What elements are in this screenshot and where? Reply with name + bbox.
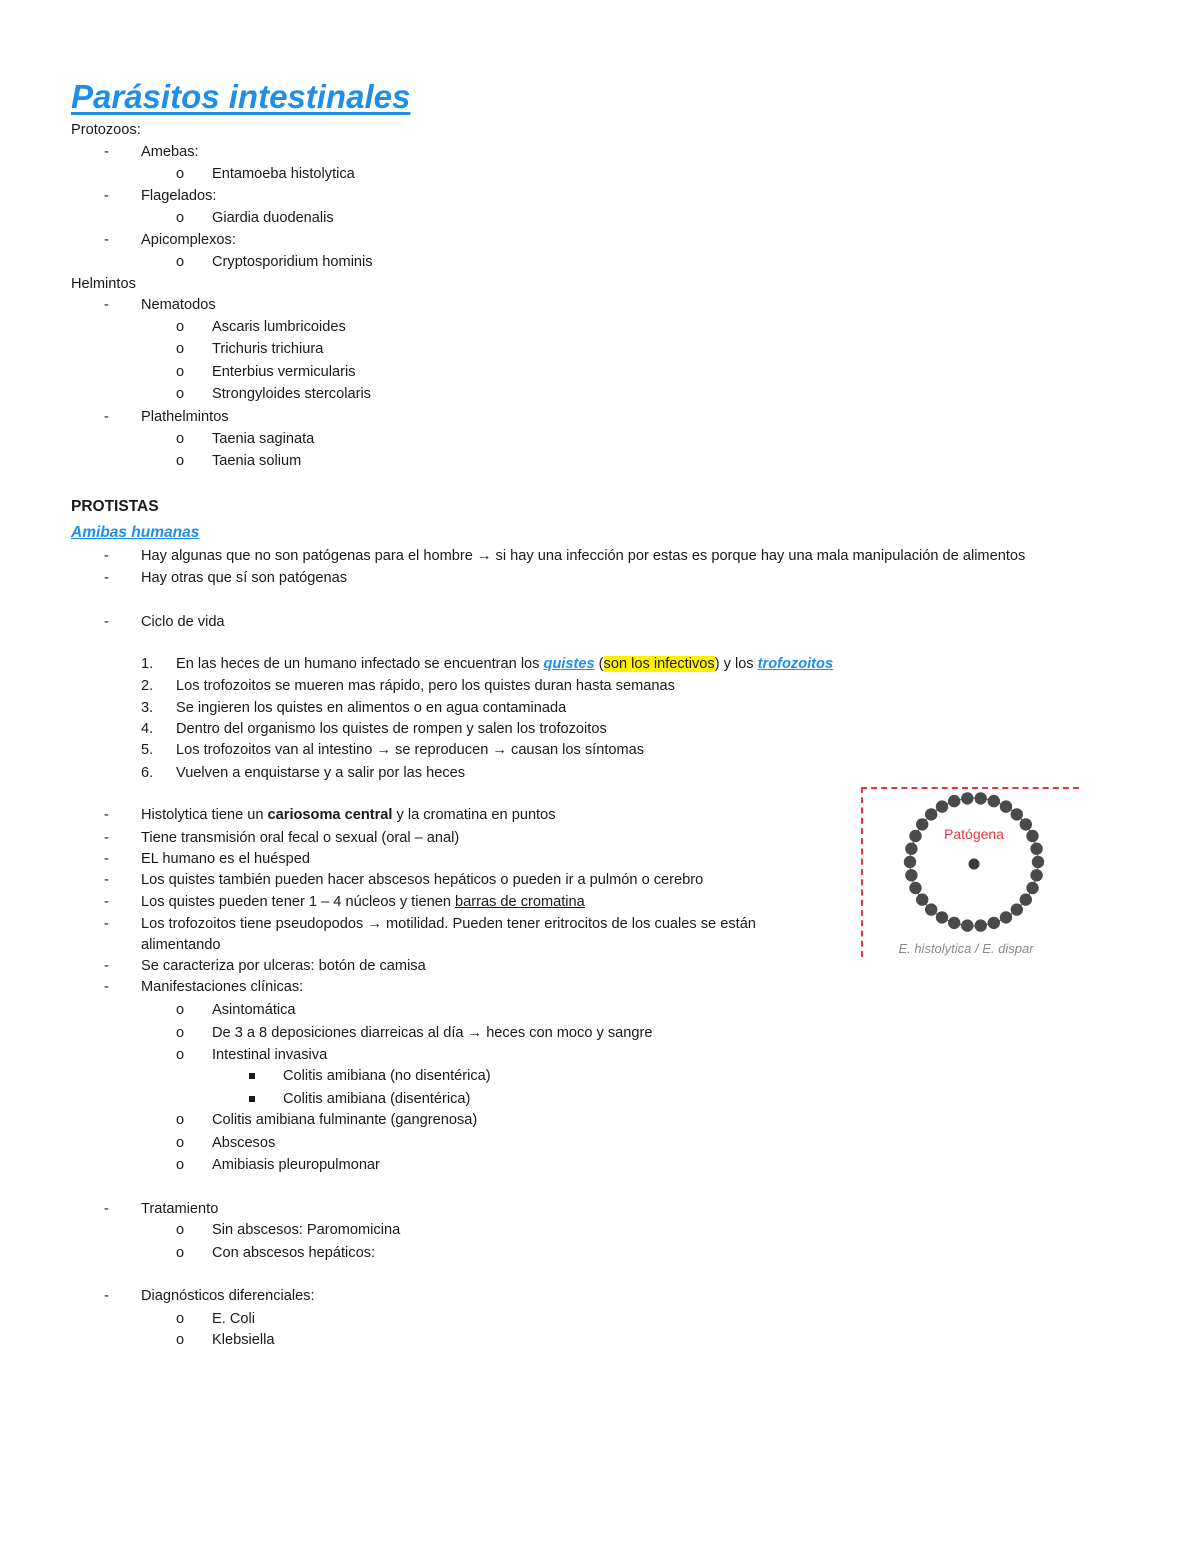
section-heading-protistas: PROTISTAS — [71, 498, 159, 515]
diagnostico-item: E. Coli — [212, 1311, 255, 1327]
dash-marker: - — [104, 830, 109, 846]
circle-bullet: o — [176, 1002, 185, 1018]
chromatin-dot — [905, 869, 917, 881]
step-text: ) y los — [714, 656, 758, 672]
dash-marker: - — [104, 1201, 109, 1217]
ciclo-step-5: Los trofozoitos van al intestino → se reproducen → causan los síntomas — [176, 742, 645, 758]
subheading-amibas-humanas: Amibas humanas — [71, 524, 200, 541]
circle-bullet: o — [176, 386, 185, 402]
diagnosticos-label: Diagnósticos diferenciales: — [141, 1288, 315, 1304]
tratamiento-item: Sin abscesos: Paromomicina — [212, 1222, 401, 1238]
circle-bullet: o — [176, 1025, 185, 1041]
chromatin-dot — [909, 882, 921, 894]
chromatin-dot — [961, 919, 973, 931]
dash-marker: - — [104, 894, 109, 910]
step-number: 5. — [141, 742, 154, 758]
manifestacion-item: Amibiasis pleuropulmonar — [212, 1157, 380, 1173]
chromatin-dot — [925, 808, 937, 820]
outline-plathelmintos: Plathelmintos — [141, 409, 229, 425]
chromatin-dot — [1011, 808, 1023, 820]
chromatin-dot — [1000, 800, 1012, 812]
step-text: ( — [594, 656, 604, 672]
central-karyosome-icon — [969, 859, 980, 870]
dash-marker: - — [104, 188, 109, 204]
outline-trichuris: Trichuris trichiura — [212, 341, 324, 357]
outline-cryptosporidium: Cryptosporidium hominis — [212, 254, 373, 270]
chromatin-dot — [904, 856, 916, 868]
circle-bullet: o — [176, 1222, 185, 1238]
cyst-figure — [861, 787, 1079, 957]
intro-line: Hay algunas que no son patógenas para el hombre → si hay una infección por estas es porque hay una mala manipulación de alimentos — [141, 548, 1026, 564]
outline-apicomplexos: Apicomplexos: — [141, 232, 236, 248]
outline-taenia-saginata: Taenia saginata — [212, 431, 315, 447]
circle-bullet: o — [176, 210, 185, 226]
circle-bullet: o — [176, 431, 185, 447]
outline-amebas: Amebas: — [141, 144, 199, 160]
dash-marker: - — [104, 548, 109, 564]
dash-marker: - — [104, 851, 109, 867]
chromatin-dot — [1026, 882, 1038, 894]
manifestacion-item: De 3 a 8 deposiciones diarreicas al día → heces con moco y sangre — [212, 1025, 653, 1041]
circle-bullet: o — [176, 364, 185, 380]
circle-bullet: o — [176, 1157, 185, 1173]
diagnostico-item: Klebsiella — [212, 1332, 275, 1348]
fact-underline: barras de cromatina — [455, 894, 585, 910]
circle-bullet: o — [176, 453, 185, 469]
ciclo-step-4: Dentro del organismo los quistes de rompen y salen los trofozoitos — [176, 721, 607, 737]
fact-abscesos: Los quistes también pueden hacer abscesos hepáticos o pueden ir a pulmón o cerebro — [141, 872, 704, 888]
chromatin-dot — [916, 893, 928, 905]
chromatin-dot — [975, 792, 987, 804]
circle-bullet: o — [176, 319, 185, 335]
fact-text: Los quistes pueden tener 1 – 4 núcleos y tienen — [141, 894, 455, 910]
fact-transmision: Tiene transmisión oral fecal o sexual (oral – anal) — [141, 830, 460, 846]
dash-marker: - — [104, 297, 109, 313]
chromatin-dot — [1020, 818, 1032, 830]
dash-marker: - — [104, 958, 109, 974]
ciclo-step-2: Los trofozoitos se mueren mas rápido, pero los quistes duran hasta semanas — [176, 678, 675, 694]
fact-manifestaciones: Manifestaciones clínicas: — [141, 979, 304, 995]
dash-marker: - — [104, 807, 109, 823]
circle-bullet: o — [176, 254, 185, 270]
dash-marker: - — [104, 872, 109, 888]
manifestacion-subitem: Colitis amibiana (disentérica) — [283, 1091, 471, 1107]
fact-text: y la cromatina en puntos — [392, 807, 556, 823]
chromatin-dot — [975, 919, 987, 931]
ciclo-step-1 — [176, 655, 833, 673]
outline-flagelados: Flagelados: — [141, 188, 217, 204]
fact-text: Histolytica tiene un — [141, 807, 268, 823]
chromatin-dot — [905, 843, 917, 855]
chromatin-dot — [1011, 903, 1023, 915]
figure-caption: E. histolytica / E. dispar — [898, 941, 1034, 956]
chromatin-dot — [1030, 843, 1042, 855]
outline-giardia: Giardia duodenalis — [212, 210, 334, 226]
square-bullet-icon — [249, 1073, 255, 1079]
chromatin-dot — [936, 911, 948, 923]
tratamiento-item: Con abscesos hepáticos: — [212, 1245, 376, 1261]
ciclo-label: Ciclo de vida — [141, 614, 225, 630]
circle-bullet: o — [176, 1135, 185, 1151]
fact-ulceras: Se caracteriza por ulceras: botón de camisa — [141, 958, 426, 974]
chromatin-dot — [909, 830, 921, 842]
chromatin-dot — [961, 792, 973, 804]
ciclo-step-6: Vuelven a enquistarse y a salir por las heces — [176, 765, 466, 781]
circle-bullet: o — [176, 166, 185, 182]
circle-bullet: o — [176, 1332, 185, 1348]
quistes-link[interactable]: quistes — [543, 656, 595, 672]
chromatin-dot — [1030, 869, 1042, 881]
chromatin-dot — [1032, 856, 1044, 868]
outline-ascaris: Ascaris lumbricoides — [212, 319, 346, 335]
step-number: 1. — [141, 656, 154, 672]
dash-marker: - — [104, 409, 109, 425]
dash-marker: - — [104, 916, 109, 932]
fact-pseudopodos: Los trofozoitos tiene pseudopodos → motilidad. Pueden tener eritrocitos de los cuales se están — [141, 916, 756, 932]
chromatin-dot — [948, 795, 960, 807]
chromatin-dot — [1020, 893, 1032, 905]
circle-bullet: o — [176, 1112, 185, 1128]
chromatin-dot — [1026, 830, 1038, 842]
outline-strongyloides: Strongyloides stercolaris — [212, 386, 371, 402]
outline-enterbius: Enterbius vermicularis — [212, 364, 356, 380]
outline-entamoeba: Entamoeba histolytica — [212, 166, 355, 182]
circle-bullet: o — [176, 1245, 185, 1261]
tratamiento-label: Tratamiento — [141, 1201, 219, 1217]
step-number: 4. — [141, 721, 154, 737]
figure-label: Patógena — [944, 826, 1004, 842]
chromatin-dot — [936, 800, 948, 812]
dash-marker: - — [104, 570, 109, 586]
intro-line: Hay otras que sí son patógenas — [141, 570, 348, 586]
square-bullet-icon — [249, 1096, 255, 1102]
fact-cariosoma — [141, 806, 556, 824]
dash-marker: - — [104, 232, 109, 248]
chromatin-dot — [988, 795, 1000, 807]
outline-taenia-solium: Taenia solium — [212, 453, 302, 469]
fact-pseudopodos-cont: alimentando — [141, 937, 221, 953]
chromatin-dot — [925, 903, 937, 915]
chromatin-dot — [948, 917, 960, 929]
chromatin-dot — [988, 917, 1000, 929]
page-title: Parásitos intestinales — [71, 78, 411, 115]
circle-bullet: o — [176, 341, 185, 357]
circle-bullet: o — [176, 1047, 185, 1063]
step-number: 2. — [141, 678, 154, 694]
trofozoitos-link[interactable]: trofozoitos — [757, 656, 834, 672]
step-text: En las heces de un humano infectado se encuentran los — [176, 656, 544, 672]
manifestacion-item: Asintomática — [212, 1002, 296, 1018]
fact-huesped: EL humano es el huésped — [141, 851, 311, 867]
fact-nucleos — [141, 893, 585, 911]
ciclo-step-3: Se ingieren los quistes en alimentos o en agua contaminada — [176, 700, 567, 716]
circle-bullet: o — [176, 1311, 185, 1327]
manifestacion-item: Intestinal invasiva — [212, 1047, 328, 1063]
manifestacion-item: Abscesos — [212, 1135, 276, 1151]
dash-marker: - — [104, 1288, 109, 1304]
dash-marker: - — [104, 979, 109, 995]
fact-bold: cariosoma central — [267, 807, 393, 823]
manifestacion-subitem: Colitis amibiana (no disentérica) — [283, 1068, 491, 1084]
manifestacion-item: Colitis amibiana fulminante (gangrenosa) — [212, 1112, 478, 1128]
outline-nematodos: Nematodos — [141, 297, 216, 313]
chromatin-dot — [916, 818, 928, 830]
dash-marker: - — [104, 614, 109, 630]
highlight-infectivos: son los infectivos — [603, 656, 715, 672]
chromatin-dot — [1000, 911, 1012, 923]
step-number: 3. — [141, 700, 154, 716]
outline-helmintos: Helmintos — [71, 276, 136, 292]
dash-marker: - — [104, 144, 109, 160]
outline-protozoos: Protozoos: — [71, 122, 141, 138]
cyst-diagram — [861, 787, 1079, 957]
step-number: 6. — [141, 765, 154, 781]
